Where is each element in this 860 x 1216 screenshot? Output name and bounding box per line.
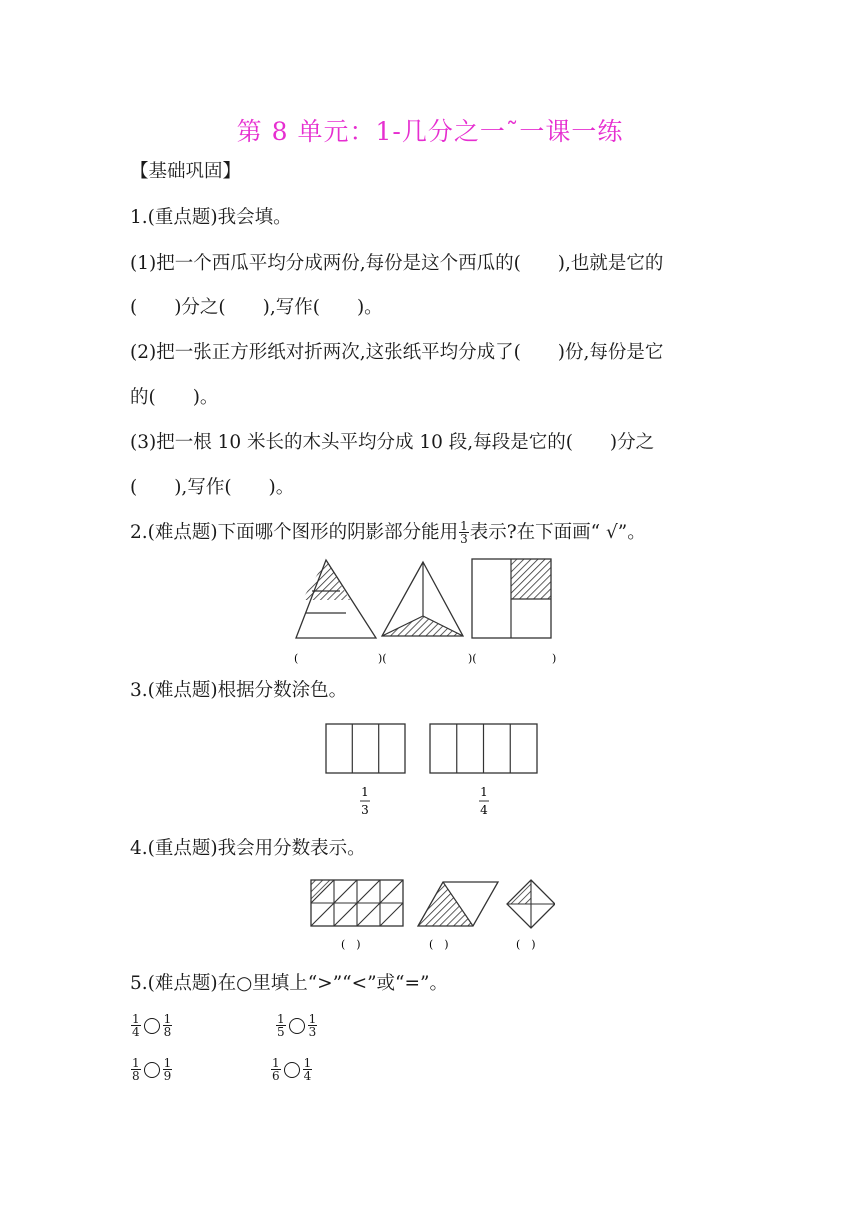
q3-heading: 3.(难点题)根据分数涂色。 [130,680,348,701]
q5-c2-circle[interactable] [289,1018,305,1034]
q1-part3-line1: (3)把一根 10 米长的木头平均分成 10 段,每段是它的( )分之 [130,432,655,453]
q5-c3-b-den: 9 [163,1069,172,1083]
q5-c1-a-den: 4 [132,1025,140,1039]
q4-parallelogram [418,882,498,926]
q5-c1-b-den: 8 [163,1025,172,1039]
q2-triangle1-shade [302,560,350,600]
q5-c4-a-den: 6 [272,1069,280,1083]
q5-compare-3 [130,1057,173,1082]
q5-c2-b-num: 1 [308,1012,317,1026]
q2-fraction [459,520,469,545]
q2-slot-4: ) [552,652,557,665]
q2-figures [290,552,570,672]
q4-triangle-grid [311,880,403,926]
q3-frac1-num: 1 [361,785,369,799]
q2-rectangle [472,559,551,638]
q5-c1-a-num: 1 [132,1012,140,1026]
q5-c3-b-num: 1 [163,1056,172,1070]
q2-slot-2: )( [378,652,387,665]
q5-c2-b-den: 3 [308,1025,317,1039]
q5-c2-a-den: 5 [277,1025,285,1039]
q4-slot-1: ( ) [341,938,361,951]
q5-c1-b-num: 1 [163,1012,172,1026]
q1-part2-line1: (2)把一张正方形纸对折两次,这张纸平均分成了( )份,每份是它 [130,342,664,363]
q2-frac-num: 1 [460,519,468,533]
q5-c4-b-num: 1 [303,1056,312,1070]
q2-heading [130,520,646,545]
q1-part2-line2: 的( )。 [130,387,219,408]
q3-figures [320,718,550,823]
q5-compare-4 [270,1057,313,1082]
q3-rect-thirds[interactable] [326,724,405,773]
q2-slot-1: ( [294,652,299,665]
q5-heading: 5.(难点题)在○里填上“>”“<”或“=”。 [130,973,448,994]
q1-heading: 1.(重点题)我会填。 [130,207,292,228]
q2-text-before: 2.(难点题)下面哪个图形的阴影部分能用 [130,521,459,543]
q4-slot-2: ( ) [429,938,449,951]
q4-figures [305,876,555,956]
q5-c4-circle[interactable] [284,1062,300,1078]
q5-c4-b-den: 4 [303,1069,312,1083]
q3-frac2-den: 4 [480,803,488,817]
q2-triangle2-shade [382,616,463,636]
q4-diamond [507,880,555,928]
q5-compare-2 [275,1013,318,1038]
q5-c1-circle[interactable] [144,1018,160,1034]
page-title: 第 8 单元：1-几分之一˜一课一练 [236,117,624,146]
q2-triangle-centroid [382,562,463,636]
q3-frac1-den: 3 [361,803,369,817]
q5-c2-a-num: 1 [277,1012,285,1026]
q4-heading: 4.(重点题)我会用分数表示。 [130,838,366,859]
q1-part1-line1: (1)把一个西瓜平均分成两份,每份是这个西瓜的( ),也就是它的 [130,253,664,274]
section-heading: 【基础巩固】 [130,161,242,182]
q5-c3-circle[interactable] [144,1062,160,1078]
q2-slot-3: )( [468,652,477,665]
q5-c3-a-num: 1 [132,1056,140,1070]
q5-c3-a-den: 8 [132,1069,140,1083]
q2-frac-den: 3 [460,532,468,546]
q2-rect-shade [511,559,551,599]
q1-part3-line2: ( ),写作( )。 [130,477,295,498]
q2-text-after: 表示?在下面画“ √”。 [469,521,646,543]
q5-c4-a-num: 1 [272,1056,280,1070]
q2-triangle-horizontal [296,560,376,638]
q5-compare-1 [130,1013,173,1038]
q4-slot-3: ( ) [516,938,536,951]
q3-frac2-num: 1 [480,785,488,799]
q4-para-shade [418,882,473,926]
q3-rect-quarters[interactable] [430,724,537,773]
q1-part1-line2: ( )分之( ),写作( )。 [130,297,383,318]
